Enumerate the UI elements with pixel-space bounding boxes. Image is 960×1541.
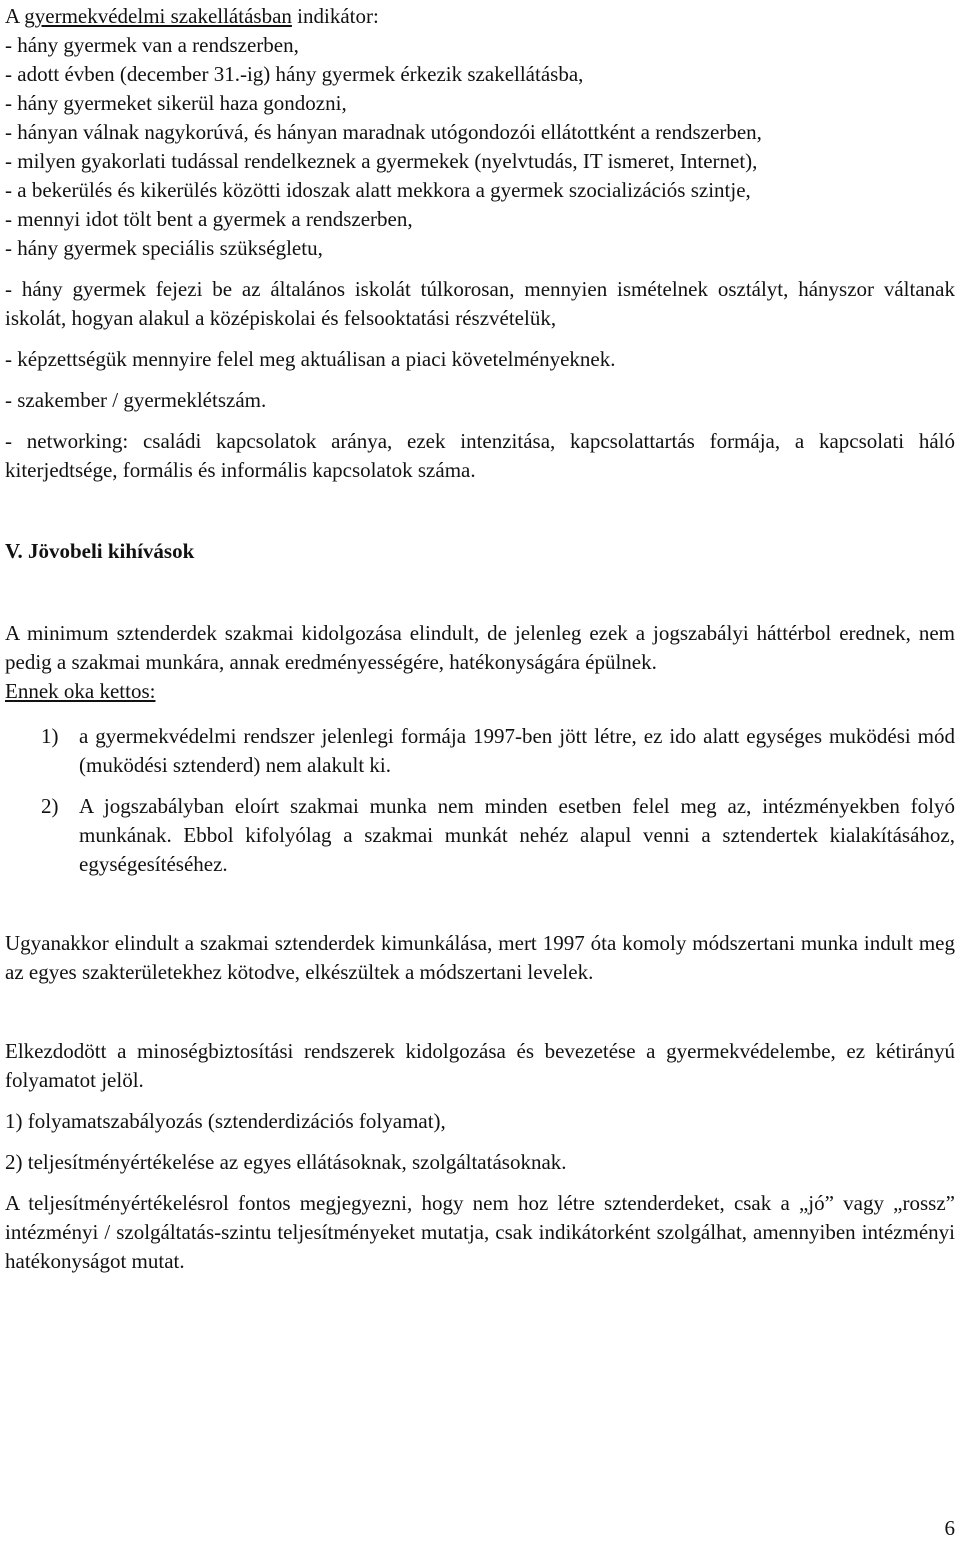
indicator-school: - hány gyermek fejezi be az általános iskolát túlkorosan, mennyien ismételnek osztályt, hányszor váltanak iskolát, hogyan alakul a középiskolai és felsooktatási részvételük, [5,277,955,330]
intro-suffix: indikátor: [291,4,379,28]
list-item: - a bekerülés és kikerülés közötti idoszak alatt mekkora a gyermek szocializációs szintje, [5,178,751,202]
paragraph-standards: Ugyanakkor elindult a szakmai sztenderdek kimunkálása, mert 1997 óta komoly módszertani munka indult meg az egyes szakterületekhez kötodve, elkészültek a módszertani levelek. [5,931,955,984]
indicator-networking: - networking: családi kapcsolatok aránya, ezek intenzitása, kapcsolattartás formája, a kapcsolati háló kiterjedtsége, formális és informális kapcsolatok száma. [5,429,955,482]
intro-line [5,2,955,31]
page-number: 6 [944,1516,955,1540]
reason-item-2 [5,792,955,879]
reason-text: A jogszabályban eloírt szakmai munka nem minden esetben felel meg az, intézményekben folyó munkának. Ebbol kifolyólag a szakmai munkát nehéz alapul venni a sztendertek kialakításához, egységesítéséhez. [79,794,955,876]
list-item: - hány gyermeket sikerül haza gondozni, [5,91,347,115]
quality-item: 1) folyamatszabályozás (sztenderdizációs folyamat), [5,1109,446,1133]
paragraph-performance: A teljesítményértékelésrol fontos megjegyezni, hogy nem hoz létre sztenderdeket, csak a „jó” vagy „rossz” intézményi / szolgáltatás-szintu teljesítményeket mutatja, csak indikátorként szolgálhat, amennyiben intézményi hatékonyságot mutat. [5,1191,955,1273]
list-item: - adott évben (december 31.-ig) hány gyermek érkezik szakellátásba, [5,62,584,86]
intro-prefix: A [5,4,25,28]
reason-list [5,722,955,879]
paragraph-quality: Elkezdodött a minoségbiztosítási rendszerek kidolgozása és bevezetése a gyermekvédelembe, ez kétirányú folyamatot jelöl. [5,1039,955,1092]
document-page [5,0,955,1276]
indicator-qualification: - képzettségük mennyire felel meg aktuálisan a piaci követelményeknek. [5,347,616,371]
reason-item-1 [5,722,955,780]
list-item: - hány gyermek speciális szükségletu, [5,236,323,260]
intro-link[interactable]: gyermekvédelmi szakellátásban [24,4,292,28]
reason-text: a gyermekvédelmi rendszer jelenlegi formája 1997-ben jött létre, ez ido alatt egységes muködési mód (muködési sztenderd) nem alakult ki. [79,724,955,777]
reason-label: Ennek oka kettos: [5,679,156,703]
list-item: - milyen gyakorlati tudással rendelkeznek a gyermekek (nyelvtudás, IT ismeret, Internet), [5,149,758,173]
quality-item: 2) teljesítményértékelése az egyes ellátásoknak, szolgáltatásoknak. [5,1150,567,1174]
indicator-staff: - szakember / gyermeklétszám. [5,388,267,412]
list-item: - hány gyermek van a rendszerben, [5,33,299,57]
paragraph-minimum: A minimum sztenderdek szakmai kidolgozása elindult, de jelenleg ezek a jogszabályi háttérbol erednek, nem pedig a szakmai munkára, annak eredményességére, hatékonyságára épülnek. [5,621,955,674]
reason-number: 1) [41,724,59,748]
list-item: - hányan válnak nagykorúvá, és hányan maradnak utógondozói ellátottként a rendszerben, [5,120,762,144]
indicator-list [5,31,955,263]
reason-number: 2) [41,794,59,818]
section-heading: V. Jövobeli kihívások [5,539,195,563]
list-item: - mennyi idot tölt bent a gyermek a rendszerben, [5,207,413,231]
